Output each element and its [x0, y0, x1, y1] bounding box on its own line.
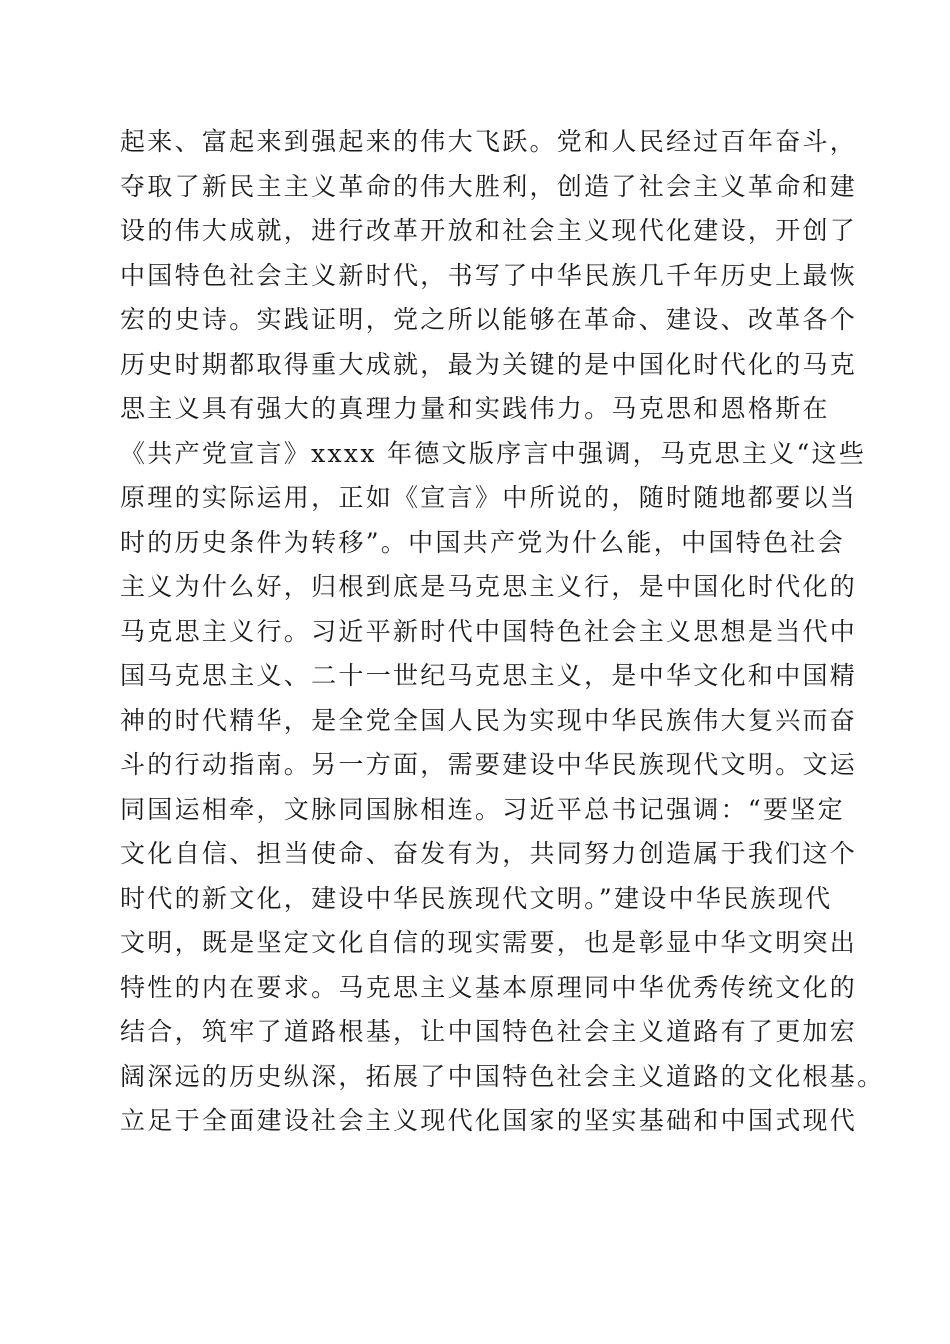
text-line: 特性的内在要求。马克思主义基本原理同中华优秀传统文化的 [120, 972, 858, 1002]
text-line: 国马克思主义、二十一世纪马克思主义，是中华文化和中国精 [120, 661, 858, 690]
text-line: 中国特色社会主义新时代，书写了中华民族几千年历史上最恢 [120, 260, 858, 290]
text-line: 宏的史诗。实践证明，党之所以能够在革命、建设、改革各个 [120, 305, 858, 334]
text-line: 立足于全面建设社会主义现代化国家的坚实基础和中国式现代 [120, 1106, 858, 1135]
text-line: 文明，既是坚定文化自信的现实需要，也是彰显中华文明突出 [120, 928, 858, 957]
text-line: 神的时代精华，是全党全国人民为实现中华民族伟大复兴而奋 [120, 705, 858, 735]
text-line: 思主义具有强大的真理力量和实践伟力。马克思和恩格斯在 [120, 394, 830, 423]
text-line: 历史时期都取得重大成就，最为关键的是中国化时代化的马克 [120, 349, 858, 379]
text-line: 马克思主义行。习近平新时代中国特色社会主义思想是当代中 [120, 616, 858, 646]
text-line: 时代的新文化，建设中华民族现代文明。”建设中华民族现代 [120, 883, 833, 913]
text-line: 原理的实际运用，正如《宣言》中所说的，随时随地都要以当 [120, 483, 858, 512]
text-line: 同国运相牵，文脉同国脉相连。习近平总书记强调：“要坚定 [120, 794, 845, 824]
text-line: 夺取了新民主主义革命的伟大胜利，创造了社会主义革命和建 [120, 171, 858, 201]
text-line: 设的伟大成就，进行改革开放和社会主义现代化建设，开创了 [120, 216, 858, 245]
text-line: 起来、富起来到强起来的伟大飞跃。党和人民经过百年奋斗， [120, 127, 858, 156]
text-line: 阔深远的历史纵深，拓展了中国特色社会主义道路的文化根基。 [120, 1061, 885, 1091]
text-line: 主义为什么好，归根到底是马克思主义行，是中国化时代化的 [120, 572, 858, 601]
text-line: 斗的行动指南。另一方面，需要建设中华民族现代文明。文运 [120, 750, 858, 779]
text-line: 结合，筑牢了道路根基，让中国特色社会主义道路有了更加宏 [120, 1017, 858, 1046]
text-line: 《共产党宣言》xxxx 年德文版序言中强调，马克思主义“这些 [120, 438, 867, 468]
text-line: 文化自信、担当使命、奋发有为，共同努力创造属于我们这个 [120, 839, 858, 868]
text-line: 时的历史条件为转移”。中国共产党为什么能，中国特色社会 [120, 527, 845, 557]
body-text [120, 120, 885, 1144]
